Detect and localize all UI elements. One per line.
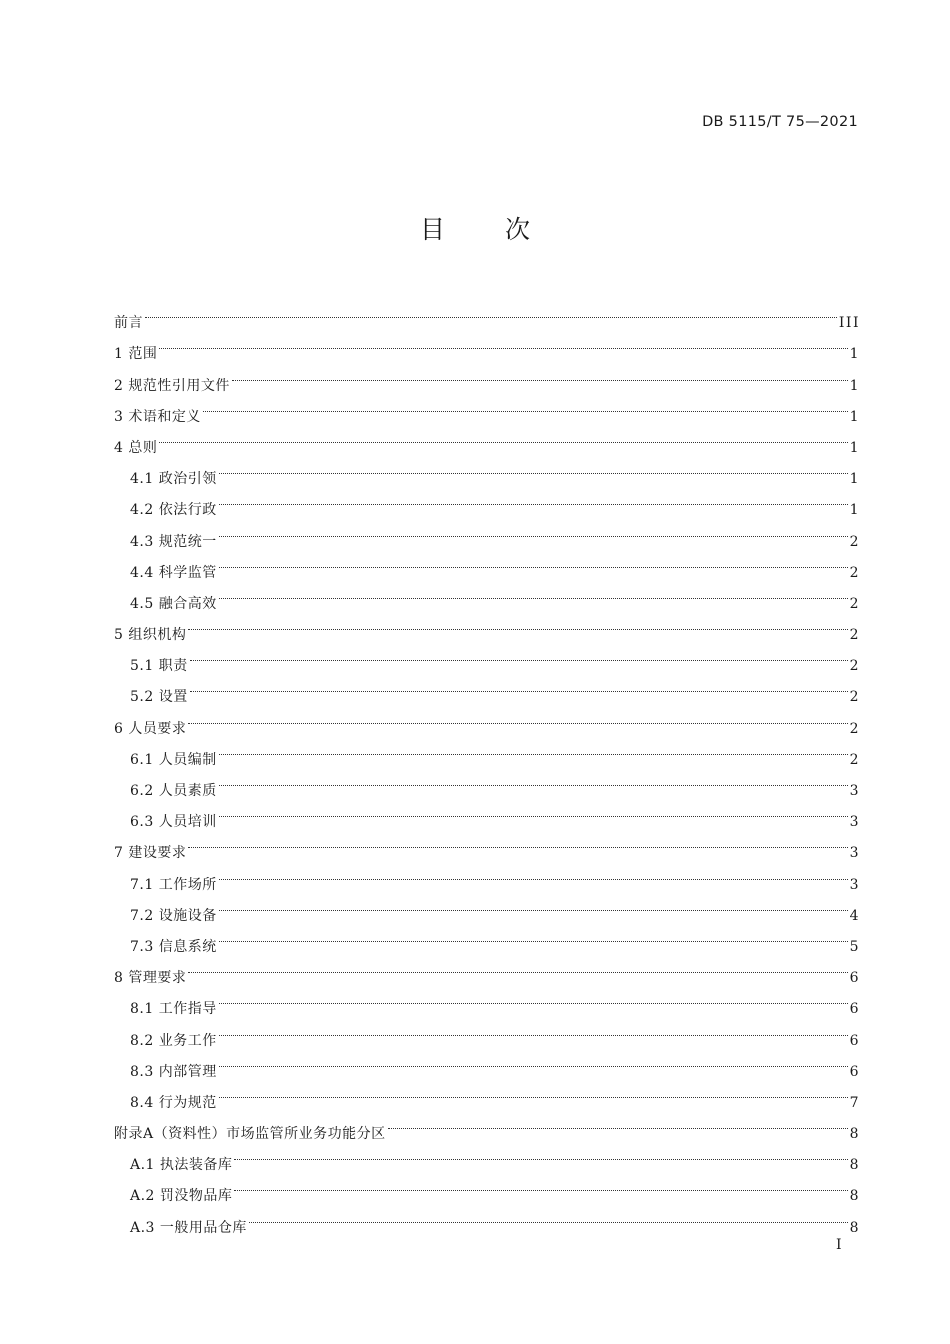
toc-dot-leader — [219, 857, 848, 888]
toc-entry[interactable] — [114, 1045, 860, 1080]
toc-entry-page: 2 — [849, 627, 860, 644]
toc-dot-leader — [234, 1169, 847, 1200]
toc-entry-page: 8 — [849, 1126, 860, 1143]
toc-entry-page: 1 — [849, 439, 860, 456]
toc-entry-label: 4.1 政治引领 — [130, 471, 217, 488]
toc-entry-label: 前言 — [114, 315, 143, 332]
toc-entry-label: 6.1 人员编制 — [130, 751, 217, 768]
toc-entry[interactable] — [114, 577, 860, 612]
toc-dot-leader — [219, 733, 848, 764]
toc-entry[interactable] — [114, 701, 860, 737]
toc-entry-label: 4 总则 — [114, 439, 158, 456]
toc-entry-page: 5 — [849, 938, 860, 955]
toc-dot-leader — [232, 358, 848, 389]
toc-dot-leader — [234, 1138, 847, 1169]
toc-entry-label: 6 人员要求 — [114, 720, 187, 737]
toc-entry-label: A.3 一般用品仓库 — [130, 1219, 247, 1236]
toc-dot-leader — [219, 795, 848, 826]
toc-entry[interactable] — [114, 421, 860, 456]
toc-entry[interactable] — [114, 390, 860, 425]
toc-dot-leader — [219, 514, 848, 545]
toc-entry-page: III — [838, 315, 860, 332]
toc-entry-page: 6 — [849, 1001, 860, 1018]
toc-entry[interactable] — [114, 296, 860, 332]
toc-dot-leader — [219, 764, 848, 795]
toc-entry-page: 1 — [849, 408, 860, 425]
toc-dot-leader — [219, 920, 848, 951]
toc-entry[interactable] — [114, 546, 860, 581]
toc-entry[interactable] — [114, 1076, 860, 1111]
toc-entry-label: 7.3 信息系统 — [130, 938, 217, 955]
toc-entry-page: 6 — [849, 1063, 860, 1080]
toc-entry-label: 4.2 依法行政 — [130, 502, 217, 519]
toc-entry-label: 4.3 规范统一 — [130, 533, 217, 550]
toc-dot-leader — [190, 639, 848, 670]
toc-dot-leader — [203, 390, 848, 421]
toc-entry-label: 7.2 设施设备 — [130, 907, 217, 924]
toc-entry-page: 7 — [849, 1094, 860, 1111]
toc-entry[interactable] — [114, 920, 860, 955]
toc-entry-page: 4 — [849, 907, 860, 924]
toc-entry-page: 6 — [849, 970, 860, 987]
toc-entry-label: 7 建设要求 — [114, 845, 187, 862]
toc-dot-leader — [145, 296, 837, 327]
toc-entry-page: 2 — [849, 533, 860, 550]
toc-entry-page: 2 — [849, 689, 860, 706]
toc-dot-leader — [159, 327, 847, 358]
toc-entry-page: 2 — [849, 720, 860, 737]
toc-entry-page: 3 — [849, 783, 860, 799]
toc-dot-leader — [188, 608, 847, 639]
toc-entry-label: 1 范围 — [114, 346, 158, 363]
toc-dot-leader — [219, 1013, 848, 1044]
toc-entry[interactable] — [114, 514, 860, 550]
toc-entry-page: 6 — [849, 1032, 860, 1049]
toc-entry[interactable] — [114, 889, 860, 924]
toc-entry-page: 3 — [849, 876, 860, 893]
toc-dot-leader — [219, 1045, 848, 1076]
toc-entry[interactable] — [114, 452, 860, 488]
toc-entry-page: 1 — [849, 471, 860, 488]
toc-dot-leader — [219, 982, 848, 1013]
toc-dot-leader — [219, 577, 848, 608]
toc-entry-page: 1 — [849, 502, 860, 519]
toc-entry-page: 2 — [849, 658, 860, 675]
toc-entry-label: 8 管理要求 — [114, 970, 187, 987]
toc-title: 目 次 — [420, 215, 556, 244]
toc-entry[interactable] — [114, 639, 860, 675]
page-number: I — [836, 1237, 842, 1253]
toc-entry[interactable] — [114, 982, 860, 1018]
toc-entry-page: 2 — [849, 751, 860, 768]
toc-entry-page: 3 — [849, 814, 860, 831]
toc-entry-page: 1 — [849, 346, 860, 363]
toc-dot-leader — [188, 951, 847, 982]
toc-entry-label: 6.2 人员素质 — [130, 783, 217, 799]
toc-dot-leader — [219, 483, 848, 514]
toc-entry-page: 1 — [849, 377, 860, 394]
toc-entry[interactable] — [114, 1013, 860, 1049]
toc-dot-leader — [219, 452, 848, 483]
toc-entry[interactable] — [114, 951, 860, 987]
toc-entry-label: 8.2 业务工作 — [130, 1032, 217, 1049]
toc-dot-leader — [249, 1200, 848, 1231]
toc-entry-label: 8.4 行为规范 — [130, 1094, 217, 1111]
toc-entry-label: 附录A（资料性）市场监管所业务功能分区 — [114, 1126, 386, 1143]
toc-dot-leader — [190, 670, 848, 701]
toc-entry[interactable] — [114, 1107, 860, 1143]
toc-dot-leader — [388, 1107, 848, 1138]
toc-entry-label: 4.5 融合高效 — [130, 595, 217, 612]
toc-dot-leader — [159, 421, 847, 452]
toc-entry-label: 7.1 工作场所 — [130, 876, 217, 893]
toc-entry[interactable] — [114, 670, 860, 706]
toc-entry-label: A.2 罚没物品库 — [130, 1188, 233, 1205]
toc-entry-label: 6.3 人员培训 — [130, 814, 217, 831]
toc-entry-page: 8 — [849, 1188, 860, 1205]
toc-entry-page: 8 — [849, 1219, 860, 1236]
toc-dot-leader — [188, 826, 847, 857]
toc-entry-label: 5.2 设置 — [130, 689, 188, 706]
toc-entry-label: 4.4 科学监管 — [130, 564, 217, 581]
toc-entry-label: 8.3 内部管理 — [130, 1063, 217, 1080]
table-of-contents — [114, 296, 860, 1236]
toc-entry[interactable] — [114, 483, 860, 519]
toc-entry-label: 8.1 工作指导 — [130, 1001, 217, 1018]
toc-entry[interactable] — [114, 795, 860, 831]
toc-entry[interactable] — [114, 826, 860, 862]
toc-dot-leader — [219, 546, 848, 577]
document-code: DB 5115/T 75—2021 — [702, 114, 858, 130]
toc-entry[interactable] — [114, 764, 860, 799]
toc-entry-label: A.1 执法装备库 — [130, 1157, 233, 1174]
toc-dot-leader — [219, 1076, 848, 1107]
toc-entry[interactable] — [114, 733, 860, 768]
toc-entry-label: 3 术语和定义 — [114, 408, 201, 425]
toc-dot-leader — [188, 701, 847, 732]
toc-entry-label: 5.1 职责 — [130, 658, 188, 675]
toc-dot-leader — [219, 889, 848, 920]
toc-entry[interactable] — [114, 608, 860, 644]
toc-entry[interactable] — [114, 327, 860, 363]
toc-entry-label: 5 组织机构 — [114, 627, 187, 644]
toc-entry-page: 3 — [849, 845, 860, 862]
toc-entry-page: 2 — [849, 595, 860, 612]
toc-entry[interactable] — [114, 358, 860, 394]
toc-entry-page: 2 — [849, 564, 860, 581]
toc-entry-page: 8 — [849, 1157, 860, 1174]
toc-entry-label: 2 规范性引用文件 — [114, 377, 230, 394]
toc-entry[interactable] — [114, 857, 860, 893]
